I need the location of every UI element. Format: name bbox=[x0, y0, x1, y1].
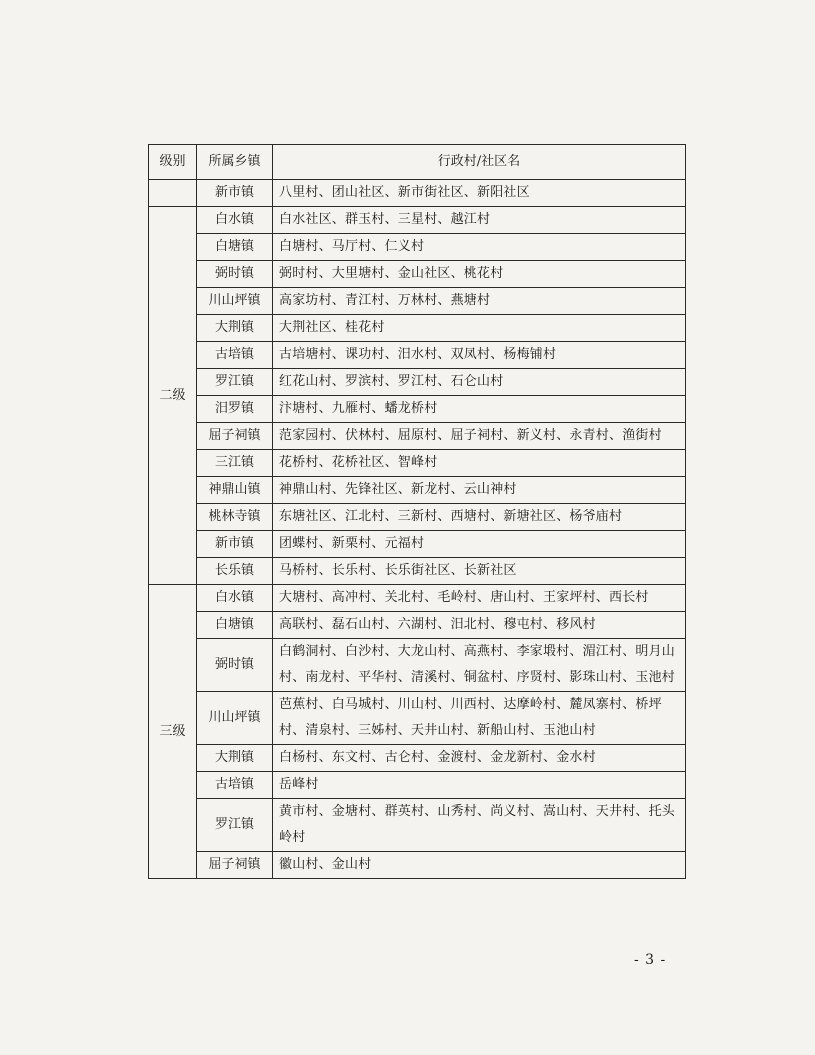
town-cell: 大荆镇 bbox=[197, 745, 273, 772]
villages-cell: 高家坊村、青江村、万林村、燕塘村 bbox=[273, 288, 686, 315]
table-row bbox=[149, 180, 686, 207]
table-row bbox=[149, 531, 686, 558]
villages-cell: 芭蕉村、白马城村、川山村、川西村、达摩岭村、麓凤寨村、桥坪村、清泉村、三姊村、天井山村、新船山村、玉池山村 bbox=[273, 692, 686, 745]
town-cell: 桃林寺镇 bbox=[197, 504, 273, 531]
villages-cell: 范家园村、伏林村、屈原村、屈子祠村、新义村、永青村、渔街村 bbox=[273, 423, 686, 450]
villages-cell: 花桥村、花桥社区、智峰村 bbox=[273, 450, 686, 477]
table-row bbox=[149, 315, 686, 342]
table-row bbox=[149, 423, 686, 450]
town-cell: 弼时镇 bbox=[197, 261, 273, 288]
table-row bbox=[149, 504, 686, 531]
table-row bbox=[149, 692, 686, 745]
villages-cell: 红花山村、罗滨村、罗江村、石仑山村 bbox=[273, 369, 686, 396]
table-row bbox=[149, 585, 686, 612]
villages-cell: 徽山村、金山村 bbox=[273, 852, 686, 879]
villages-cell: 岳峰村 bbox=[273, 772, 686, 799]
table-header-row bbox=[149, 145, 686, 180]
town-cell: 白水镇 bbox=[197, 585, 273, 612]
villages-cell: 白塘村、马厅村、仁义村 bbox=[273, 234, 686, 261]
villages-cell: 白鹤洞村、白沙村、大龙山村、高燕村、李家塅村、湄江村、明月山村、南龙村、平华村、清溪村、铜盆村、序贤村、影珠山村、玉池村 bbox=[273, 639, 686, 692]
town-cell: 古培镇 bbox=[197, 342, 273, 369]
village-grade-table bbox=[148, 144, 686, 879]
table-row bbox=[149, 396, 686, 423]
town-cell: 屈子祠镇 bbox=[197, 852, 273, 879]
table-row bbox=[149, 799, 686, 852]
villages-cell: 八里村、团山社区、新市街社区、新阳社区 bbox=[273, 180, 686, 207]
villages-cell: 白水社区、群玉村、三星村、越江村 bbox=[273, 207, 686, 234]
villages-cell: 团蝶村、新栗村、元福村 bbox=[273, 531, 686, 558]
villages-cell: 汴塘村、九雁村、蟠龙桥村 bbox=[273, 396, 686, 423]
town-cell: 弼时镇 bbox=[197, 639, 273, 692]
villages-cell: 马桥村、长乐村、长乐街社区、长新社区 bbox=[273, 558, 686, 585]
table-row bbox=[149, 772, 686, 799]
villages-cell: 大荆社区、桂花村 bbox=[273, 315, 686, 342]
table-row bbox=[149, 852, 686, 879]
header-level: 级别 bbox=[149, 145, 197, 180]
table-row bbox=[149, 261, 686, 288]
villages-cell: 弼时村、大里塘村、金山社区、桃花村 bbox=[273, 261, 686, 288]
town-cell: 新市镇 bbox=[197, 531, 273, 558]
villages-cell: 东塘社区、江北村、三新村、西塘村、新塘社区、杨爷庙村 bbox=[273, 504, 686, 531]
town-cell: 白塘镇 bbox=[197, 612, 273, 639]
table-row bbox=[149, 288, 686, 315]
town-cell: 白水镇 bbox=[197, 207, 273, 234]
town-cell: 川山坪镇 bbox=[197, 692, 273, 745]
town-cell: 屈子祠镇 bbox=[197, 423, 273, 450]
table-row bbox=[149, 234, 686, 261]
table-row bbox=[149, 450, 686, 477]
villages-cell: 大塘村、高冲村、关北村、毛岭村、唐山村、王家坪村、西长村 bbox=[273, 585, 686, 612]
town-cell: 神鼎山镇 bbox=[197, 477, 273, 504]
table-row bbox=[149, 745, 686, 772]
level-cell: 二级 bbox=[149, 207, 197, 585]
page-number: - 3 - bbox=[634, 952, 667, 968]
table-body bbox=[149, 180, 686, 879]
villages-cell: 神鼎山村、先锋社区、新龙村、云山神村 bbox=[273, 477, 686, 504]
town-cell: 白塘镇 bbox=[197, 234, 273, 261]
town-cell: 罗江镇 bbox=[197, 369, 273, 396]
header-town: 所属乡镇 bbox=[197, 145, 273, 180]
villages-cell: 高联村、磊石山村、六湖村、汨北村、穆屯村、移风村 bbox=[273, 612, 686, 639]
table-row bbox=[149, 342, 686, 369]
town-cell: 汨罗镇 bbox=[197, 396, 273, 423]
header-villages: 行政村/社区名 bbox=[273, 145, 686, 180]
level-cell: 三级 bbox=[149, 585, 197, 879]
town-cell: 新市镇 bbox=[197, 180, 273, 207]
table-row bbox=[149, 207, 686, 234]
town-cell: 大荆镇 bbox=[197, 315, 273, 342]
villages-cell: 黄市村、金塘村、群英村、山秀村、尚义村、嵩山村、天井村、托头岭村 bbox=[273, 799, 686, 852]
town-cell: 罗江镇 bbox=[197, 799, 273, 852]
town-cell: 古培镇 bbox=[197, 772, 273, 799]
table-row bbox=[149, 639, 686, 692]
table-row bbox=[149, 558, 686, 585]
table-row bbox=[149, 369, 686, 396]
town-cell: 长乐镇 bbox=[197, 558, 273, 585]
table-row bbox=[149, 612, 686, 639]
level-cell-empty bbox=[149, 180, 197, 207]
town-cell: 川山坪镇 bbox=[197, 288, 273, 315]
villages-cell: 古培塘村、课功村、汨水村、双凤村、杨梅铺村 bbox=[273, 342, 686, 369]
villages-cell: 白杨村、东文村、古仑村、金渡村、金龙新村、金水村 bbox=[273, 745, 686, 772]
town-cell: 三江镇 bbox=[197, 450, 273, 477]
table-row bbox=[149, 477, 686, 504]
